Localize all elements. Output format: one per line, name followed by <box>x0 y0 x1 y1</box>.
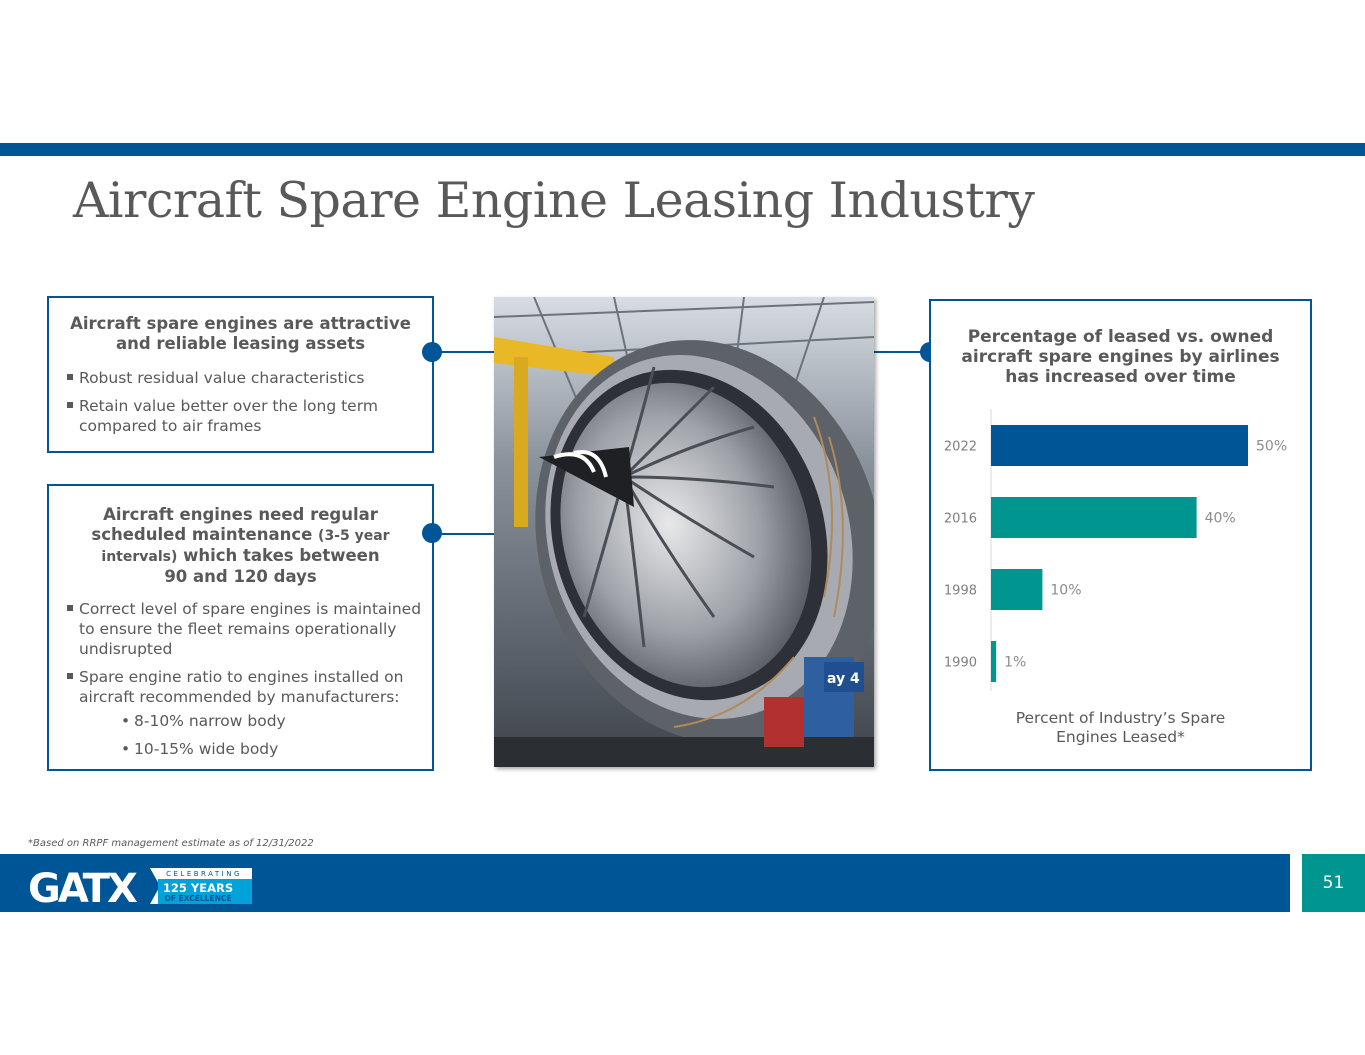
category-label: 2022 <box>943 439 977 455</box>
chart-caption: Percent of Industry’s Spare Engines Leased* <box>1015 709 1226 746</box>
category-label: 1990 <box>943 655 977 671</box>
bar-1998 <box>991 569 1042 610</box>
maintenance-heading <box>49 505 432 587</box>
bullet-text: Spare engine ratio to engines installed on aircraft recommended by manufacturers: <box>79 668 404 706</box>
bar-2022 <box>991 425 1248 466</box>
heading-text: scheduled maintenance <box>91 525 313 544</box>
connector-dot <box>422 523 442 543</box>
sub-bullet-item <box>79 739 424 759</box>
page-title: Aircraft Spare Engine Leasing Industry <box>73 172 1035 229</box>
logo-celebrating-text: CELEBRATING <box>166 870 242 878</box>
value-label: 50% <box>1256 438 1288 455</box>
square-bullet-icon <box>67 605 73 611</box>
leasing-assets-heading: Aircraft spare engines are attractive and reliable leasing assets <box>70 314 411 353</box>
square-bullet-icon <box>67 402 73 408</box>
footnote: *Based on RRPF management estimate as of 12/31/2022 <box>28 838 314 849</box>
heading-text-small: (3-5 year <box>318 528 390 544</box>
logo-brand-text: GATX <box>28 866 135 908</box>
logo-years-text: 125 YEARS <box>162 881 234 895</box>
page-number: 51 <box>1322 873 1345 893</box>
bar-chart <box>931 401 1310 701</box>
bullet-item <box>49 368 432 388</box>
top-accent-bar <box>0 143 1365 156</box>
dot-bullet-icon: • <box>121 740 131 758</box>
chart-panel <box>929 299 1312 771</box>
heading-line <box>49 525 432 546</box>
square-bullet-icon <box>67 374 73 380</box>
chart-title: Percentage of leased vs. owned aircraft spare engines by airlines has increased over time <box>961 327 1280 387</box>
page-number-box <box>1302 854 1365 912</box>
maintenance-bullets <box>49 599 432 759</box>
value-label: 1% <box>1004 654 1027 671</box>
engine-illustration <box>494 297 874 767</box>
sub-bullet-text: 10-15% wide body <box>134 740 279 758</box>
heading-text-small: intervals) <box>101 549 178 565</box>
heading-line <box>49 546 432 567</box>
square-bullet-icon <box>67 673 73 679</box>
value-label: 10% <box>1050 582 1082 599</box>
bar-2016 <box>991 497 1197 538</box>
dot-bullet-icon: • <box>121 712 131 730</box>
sub-bullet-text: 8-10% narrow body <box>134 712 286 730</box>
category-label: 1998 <box>943 583 977 599</box>
bullet-item <box>49 599 432 659</box>
value-label: 40% <box>1204 510 1236 527</box>
sub-bullets <box>79 711 424 759</box>
bullet-text: Robust residual value characteristics <box>79 369 365 387</box>
logo-excellence-text: OF EXCELLENCE <box>164 894 232 903</box>
sub-bullet-item <box>79 711 424 731</box>
connector-dot <box>422 342 442 362</box>
leasing-assets-bullets <box>49 368 432 436</box>
category-label: 2016 <box>943 511 977 527</box>
heading-line: 90 and 120 days <box>164 567 317 586</box>
bullet-text: Correct level of spare engines is maintained to ensure the fleet remains operationally undisrupted <box>79 600 422 658</box>
bar-1990 <box>991 641 996 682</box>
bullet-item <box>49 396 432 436</box>
heading-text: which takes between <box>183 546 380 565</box>
bullet-item <box>49 667 432 759</box>
bullet-text: Retain value better over the long term compared to air frames <box>79 397 378 435</box>
heading-line: Aircraft engines need regular <box>103 505 378 524</box>
maintenance-box <box>47 484 434 771</box>
engine-photo <box>494 297 874 767</box>
photo-overlay-text: ay 4 <box>827 671 860 687</box>
gatx-logo <box>28 864 258 908</box>
leasing-assets-box <box>47 296 434 453</box>
